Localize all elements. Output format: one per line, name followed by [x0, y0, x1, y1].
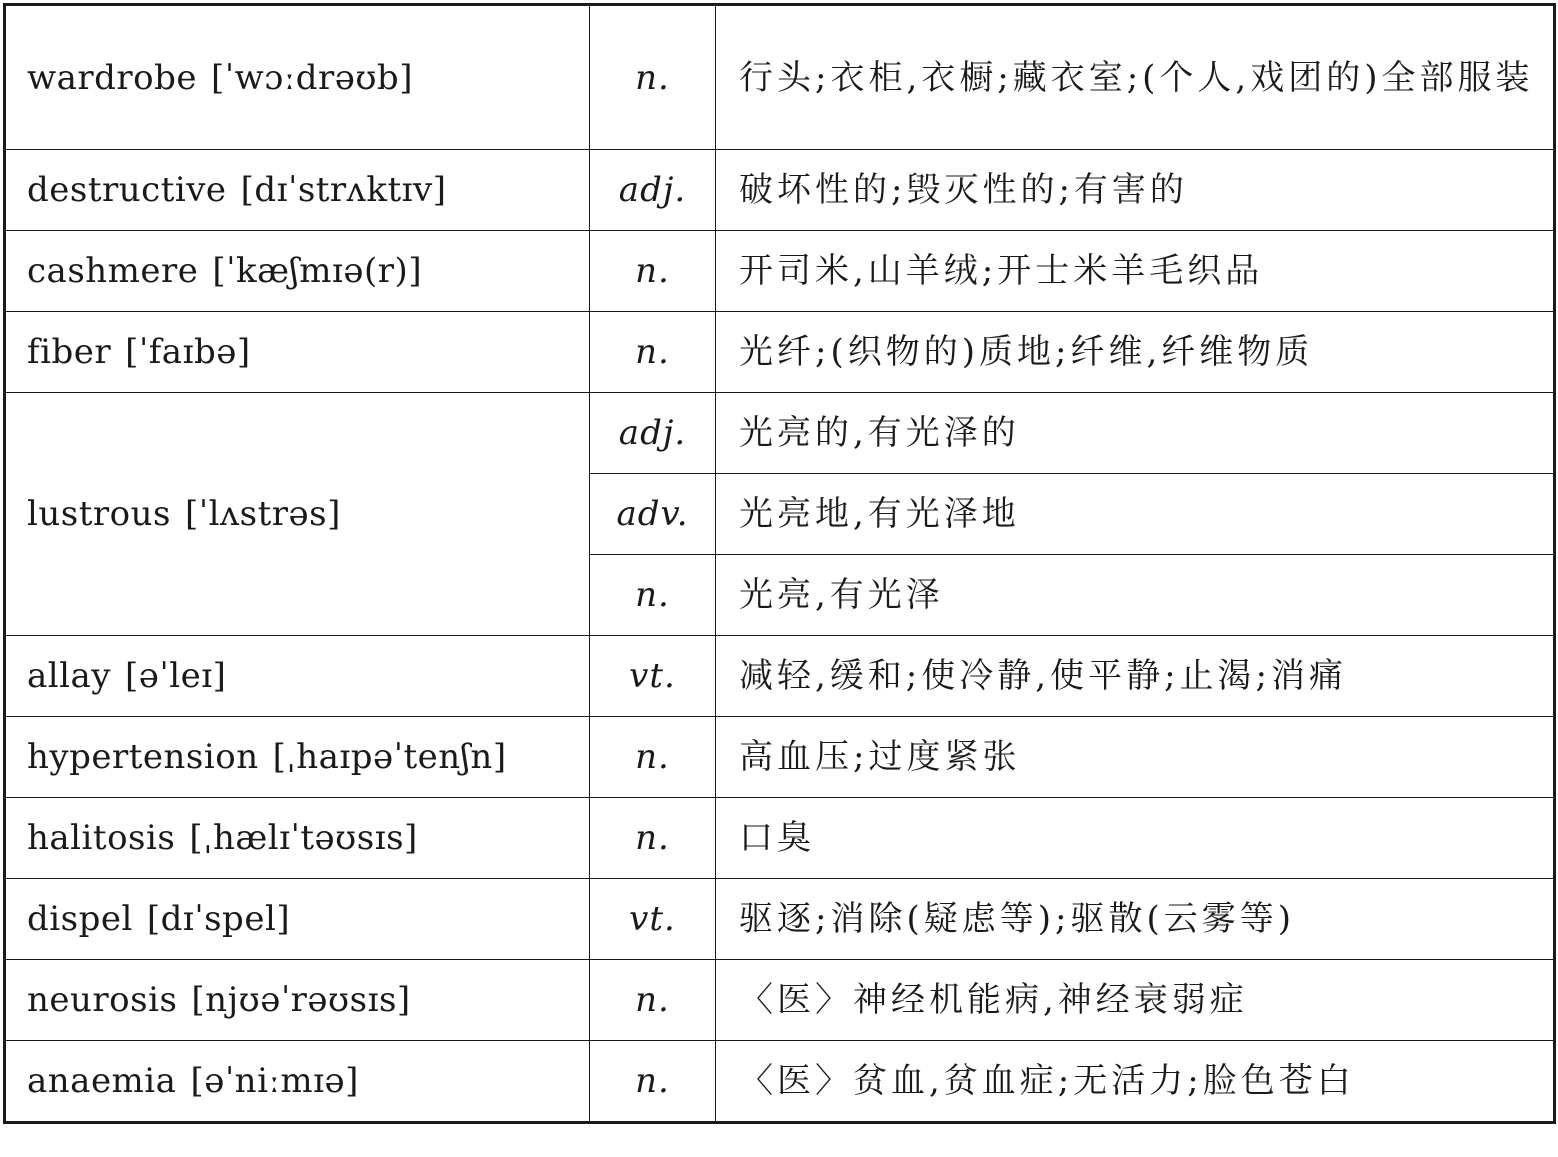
table-row	[5, 798, 1555, 879]
phonetic-text: [ˈfaɪbə]	[125, 332, 251, 372]
definition: 〈医〉贫血,贫血症;无活力;脸色苍白	[716, 1041, 1555, 1123]
table-row	[5, 1041, 1555, 1123]
part-of-speech: vt.	[590, 636, 716, 717]
word-cell	[5, 5, 590, 150]
word-text: halitosis	[27, 818, 176, 858]
table-row	[5, 717, 1555, 798]
definition: 口臭	[716, 798, 1555, 879]
word-text: wardrobe	[27, 57, 197, 98]
phonetic-text: [ˈlʌstrəs]	[184, 494, 341, 534]
word-cell	[5, 1041, 590, 1123]
word-text: anaemia	[27, 1061, 177, 1101]
definition: 光亮的,有光泽的	[716, 393, 1555, 474]
word-text: neurosis	[27, 980, 178, 1020]
definition: 行头;衣柜,衣橱;藏衣室;(个人,戏团的)全部服装	[716, 5, 1555, 150]
word-cell	[5, 879, 590, 960]
table-row	[5, 960, 1555, 1041]
table-row	[5, 393, 1555, 474]
part-of-speech: n.	[590, 798, 716, 879]
part-of-speech: adj.	[590, 150, 716, 231]
part-of-speech: n.	[590, 555, 716, 636]
definition: 高血压;过度紧张	[716, 717, 1555, 798]
word-text: allay	[27, 656, 111, 696]
word-text: destructive	[27, 170, 227, 210]
table-row	[5, 312, 1555, 393]
phonetic-text: [ˌhælɪˈtəʊsɪs]	[189, 818, 418, 858]
definition: 〈医〉神经机能病,神经衰弱症	[716, 960, 1555, 1041]
definition: 驱逐;消除(疑虑等);驱散(云雾等)	[716, 879, 1555, 960]
part-of-speech: n.	[590, 312, 716, 393]
table-row	[5, 150, 1555, 231]
part-of-speech: adv.	[590, 474, 716, 555]
word-cell	[5, 231, 590, 312]
phonetic-text: [dɪˈstrʌktɪv]	[240, 170, 447, 210]
definition: 光亮地,有光泽地	[716, 474, 1555, 555]
table-row	[5, 231, 1555, 312]
part-of-speech: n.	[590, 717, 716, 798]
word-text: cashmere	[27, 251, 199, 291]
part-of-speech: n.	[590, 960, 716, 1041]
word-text: dispel	[27, 899, 133, 939]
definition: 开司米,山羊绒;开士米羊毛织品	[716, 231, 1555, 312]
word-cell	[5, 798, 590, 879]
part-of-speech: n.	[590, 1041, 716, 1123]
phonetic-text: [əˈleɪ]	[125, 656, 227, 696]
word-cell	[5, 960, 590, 1041]
word-cell	[5, 393, 590, 636]
vocabulary-table	[3, 3, 1556, 1124]
phonetic-text: [ˈkæʃmɪə(r)]	[212, 251, 423, 291]
part-of-speech: n.	[590, 5, 716, 150]
phonetic-text: [əˈniːmɪə]	[190, 1061, 359, 1101]
definition: 光纤;(织物的)质地;纤维,纤维物质	[716, 312, 1555, 393]
word-cell	[5, 717, 590, 798]
word-cell	[5, 636, 590, 717]
word-text: fiber	[27, 332, 112, 372]
word-cell	[5, 312, 590, 393]
word-text: hypertension	[27, 737, 259, 777]
definition: 破坏性的;毁灭性的;有害的	[716, 150, 1555, 231]
word-cell	[5, 150, 590, 231]
phonetic-text: [dɪˈspel]	[146, 899, 291, 939]
word-text: lustrous	[27, 494, 171, 534]
definition: 光亮,有光泽	[716, 555, 1555, 636]
part-of-speech: n.	[590, 231, 716, 312]
part-of-speech: adj.	[590, 393, 716, 474]
definition: 减轻,缓和;使冷静,使平静;止渴;消痛	[716, 636, 1555, 717]
table-row	[5, 636, 1555, 717]
table-row	[5, 5, 1555, 150]
phonetic-text: [njʊəˈrəʊsɪs]	[191, 980, 411, 1020]
part-of-speech: vt.	[590, 879, 716, 960]
phonetic-text: [ˈwɔːdrəʊb]	[211, 57, 413, 98]
table-row	[5, 879, 1555, 960]
phonetic-text: [ˌhaɪpəˈtenʃn]	[272, 737, 507, 777]
